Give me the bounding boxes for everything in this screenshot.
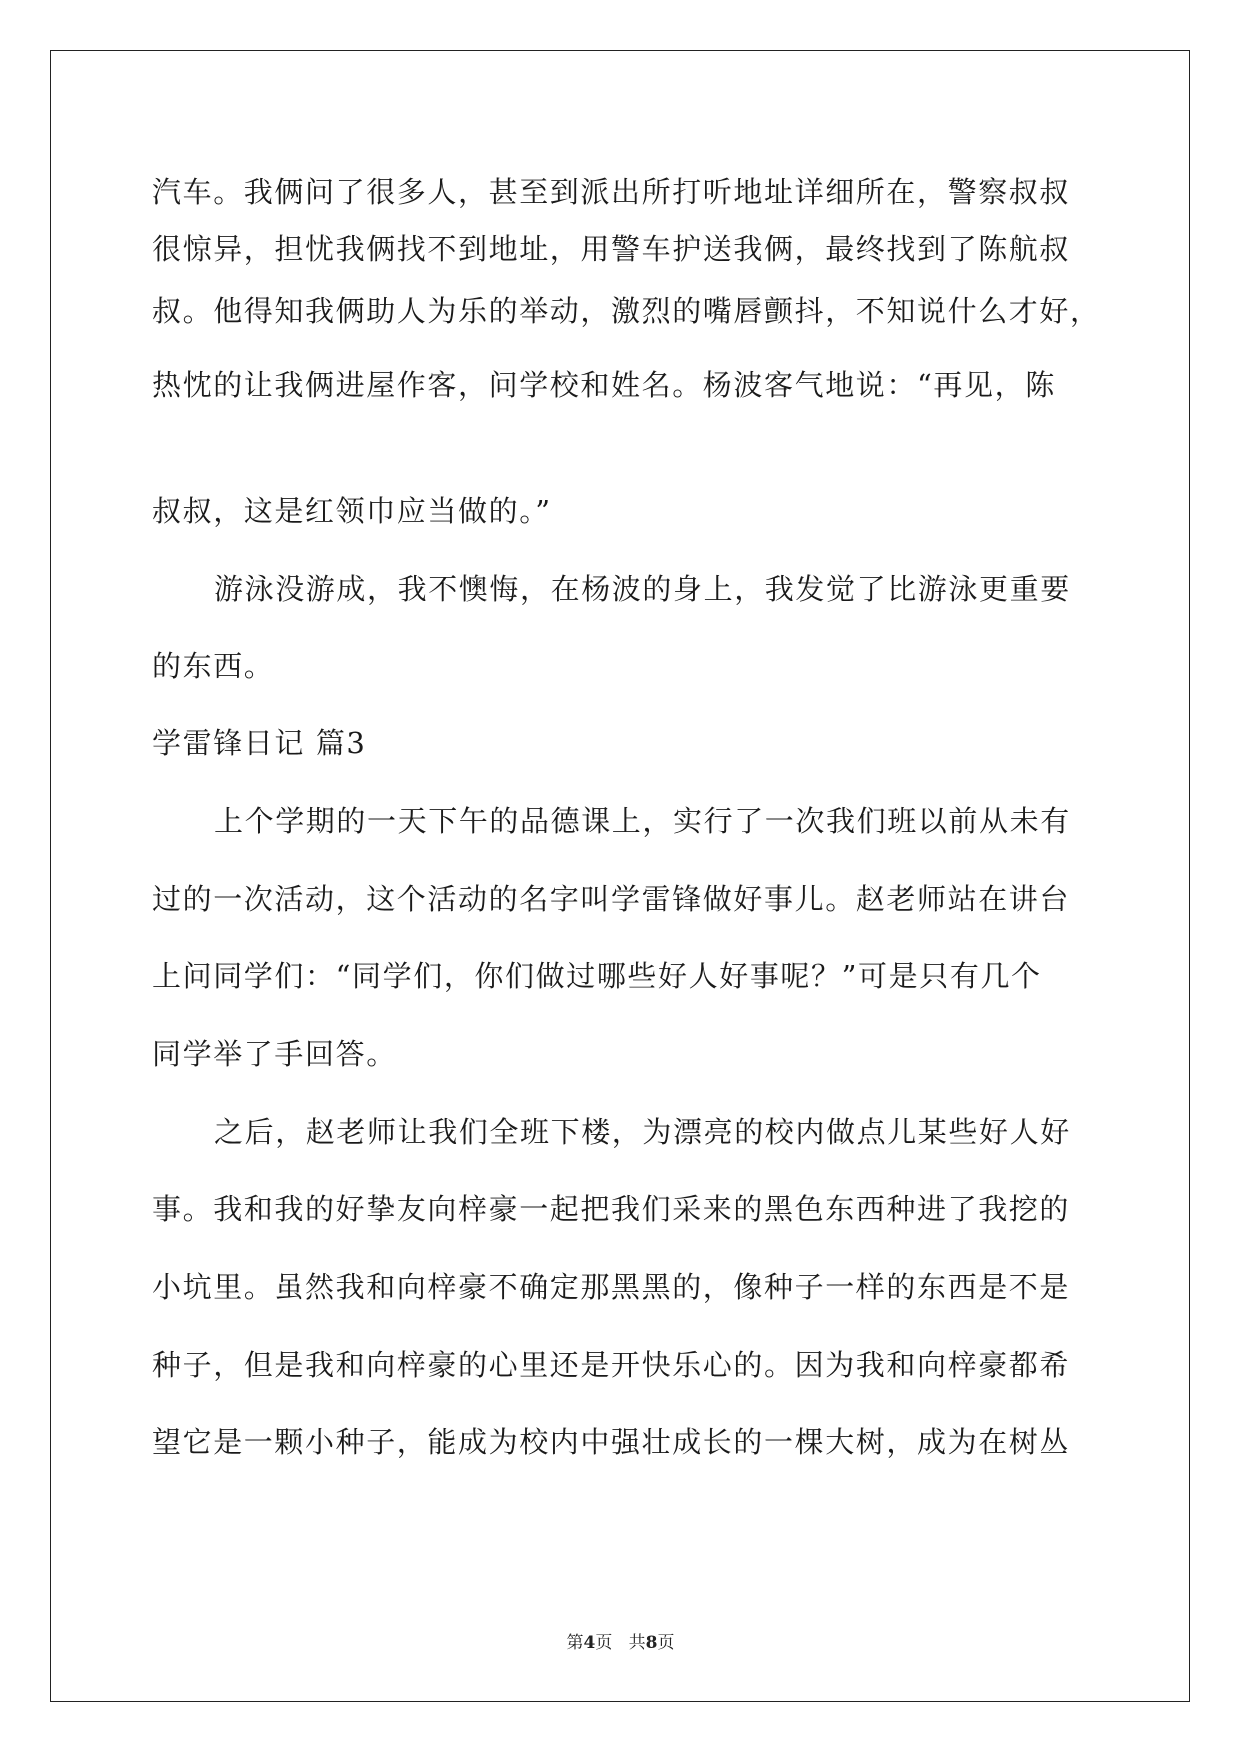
total-page-number: 8 xyxy=(645,1633,658,1653)
text-line: 上问同学们：“同学们，你们做过哪些好人好事呢？”可是只有几个 xyxy=(152,959,1042,993)
page-prefix: 第 xyxy=(566,1633,584,1653)
text-line: 叔叔，这是红领巾应当做的。” xyxy=(152,494,552,528)
text-line: 种子，但是我和向梓豪的心里还是开快乐心的。因为我和向梓豪都希 xyxy=(152,1348,1071,1382)
text-line: 事。我和我的好挚友向梓豪一起把我们采来的黑色东西种进了我挖的 xyxy=(152,1192,1071,1226)
section-heading: 学雷锋日记 篇3 xyxy=(152,726,367,760)
text-line: 望它是一颗小种子，能成为校内中强壮成长的一棵大树，成为在树丛 xyxy=(152,1425,1071,1459)
text-line: 叔。他得知我俩助人为乐的举动，激烈的嘴唇颤抖，不知说什么才好， xyxy=(152,294,1101,328)
text-line: 过的一次活动，这个活动的名字叫学雷锋做好事儿。赵老师站在讲台 xyxy=(152,882,1071,916)
text-line: 上个学期的一天下午的品德课上，实行了一次我们班以前从未有 xyxy=(214,804,1071,838)
page-mid: 页 共 xyxy=(595,1633,646,1653)
text-line: 游泳没游成，我不懊悔，在杨波的身上，我发觉了比游泳更重要 xyxy=(214,572,1071,606)
page-suffix: 页 xyxy=(657,1633,675,1653)
current-page-number: 4 xyxy=(583,1633,596,1653)
text-line: 汽车。我俩问了很多人，甚至到派出所打听地址详细所在，警察叔叔 xyxy=(152,175,1071,209)
text-line: 之后，赵老师让我们全班下楼，为漂亮的校内做点儿某些好人好 xyxy=(214,1115,1071,1149)
text-line: 小坑里。虽然我和向梓豪不确定那黑黑的，像种子一样的东西是不是 xyxy=(152,1270,1071,1304)
text-line: 很惊异，担忧我俩找不到地址，用警车护送我俩，最终找到了陈航叔 xyxy=(152,232,1071,266)
page-footer xyxy=(0,1628,1241,1653)
text-line: 的东西。 xyxy=(152,649,275,683)
text-line: 同学举了手回答。 xyxy=(152,1037,397,1071)
text-line: 热忱的让我俩进屋作客，问学校和姓名。杨波客气地说：“再见，陈 xyxy=(152,368,1056,402)
